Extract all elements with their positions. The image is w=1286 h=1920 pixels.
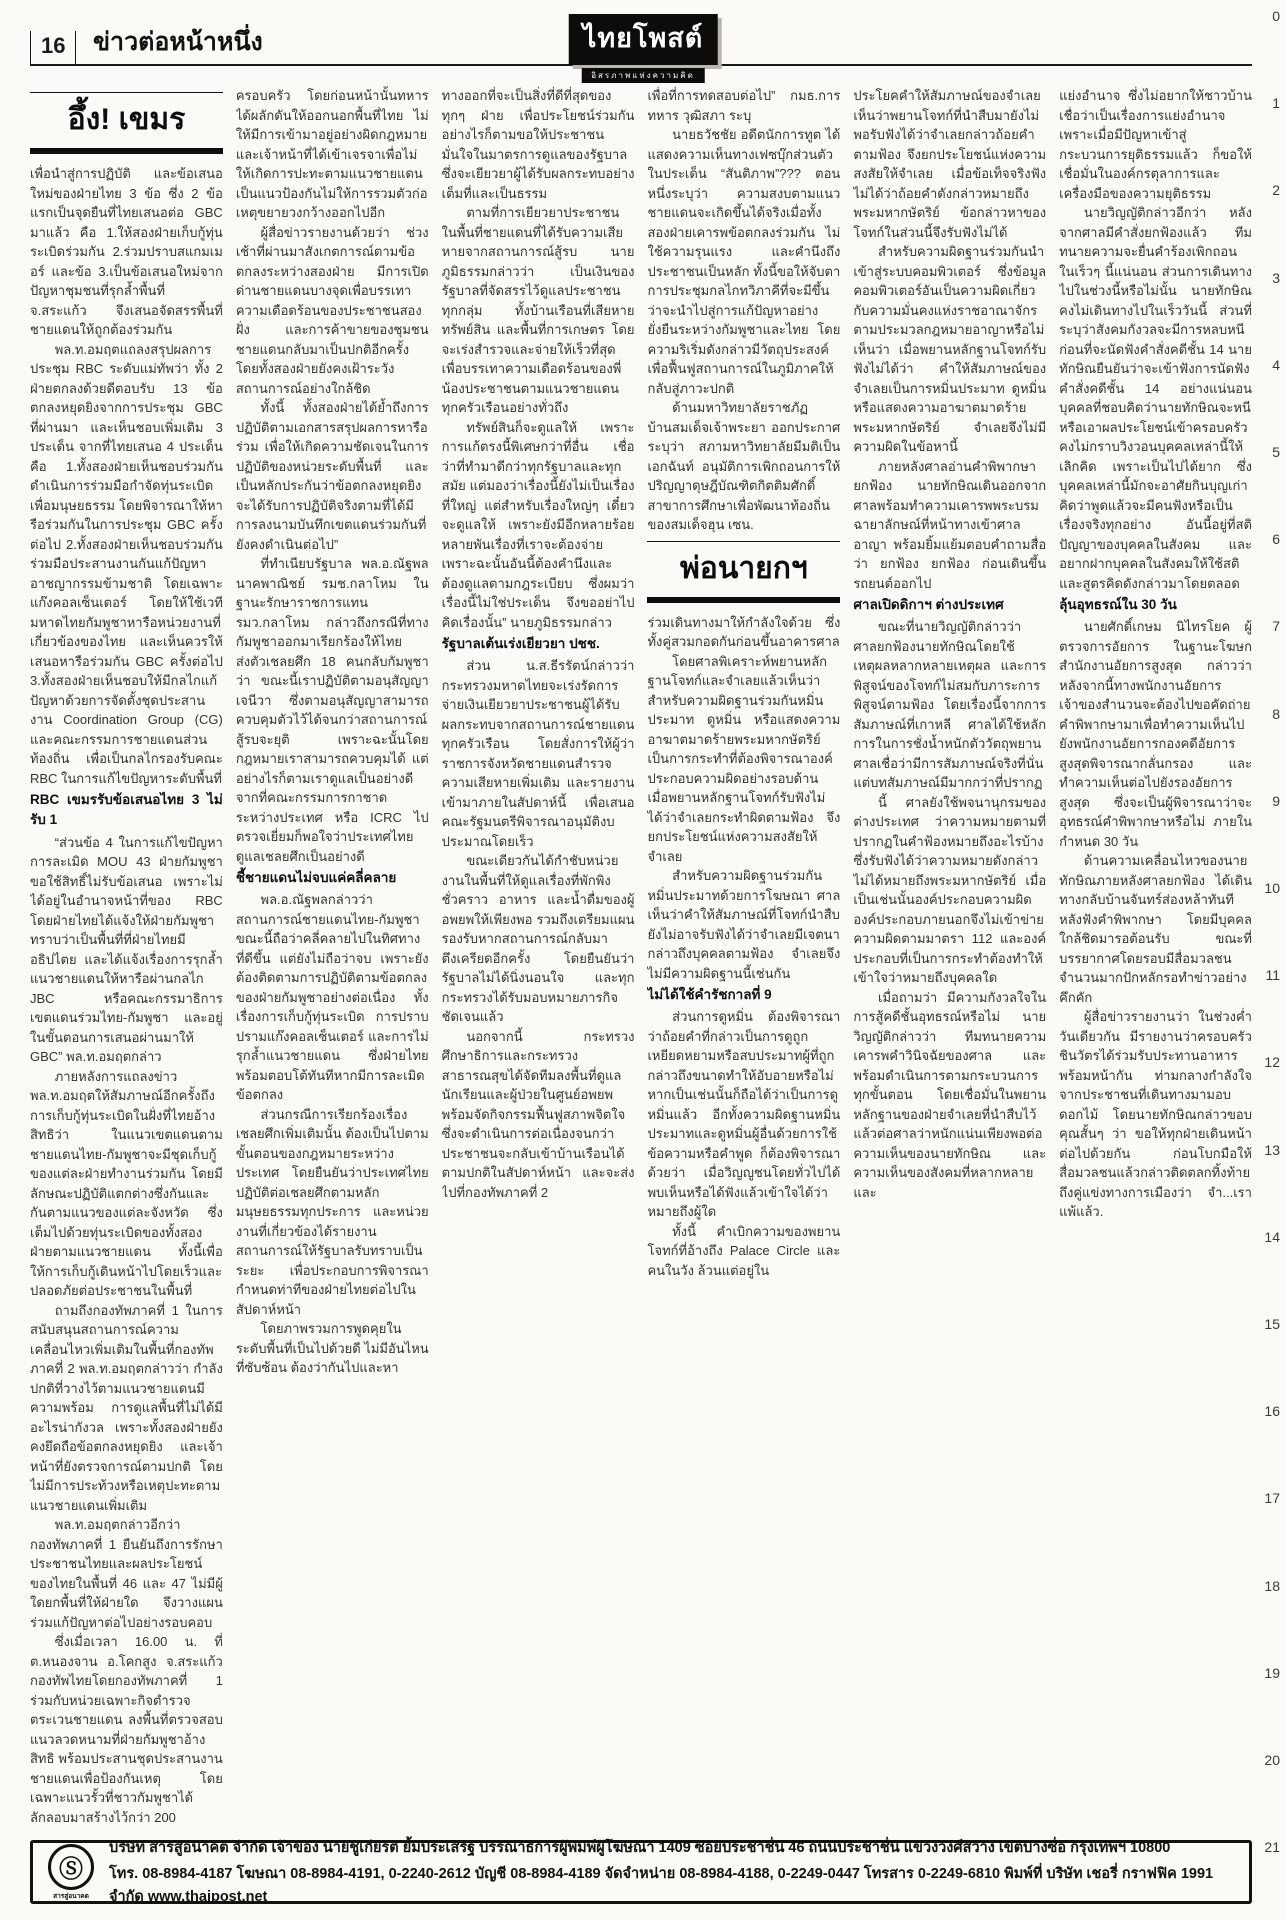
fold-mark-12: 12	[1264, 1054, 1280, 1071]
fold-mark-19: 19	[1264, 1664, 1280, 1681]
body-paragraph: ขณะที่นายวิญญัติกล่าวว่า ศาลยกฟ้องนายทักษิณโดยใช้เหตุผลหลากหลายเหตุผล และการพิสูจน์ของโจทก์ไม่สมกับภาระการพิสูจน์ตามฟ้อง โดยเรื่องนี้จากการสัมภาษณ์ที่เกาหลี ศาลได้ใช้หลักการในการชั่งน้ำหนักตัววัตถุพยาน ศาลเชื่อว่ามีการสัมภาษณ์จริงที่นั่น แต่บทสัมภาษณ์มีมากกว่าที่ปรากฏ	[853, 619, 1047, 791]
body-paragraph: นายวิญญัติกล่าวอีกว่า หลังจากศาลมีคำสั่งยกฟ้องแล้ว ทีมทนายความจะยื่นคำร้องเพิกถอนในเร็วๆ นี้แน่นอน ส่วนการเดินทางไปในช่วงนี้หรือไม่นั้น นายทักษิณคงไม่เดินทางไปในเร็ววันนี้ ส่วนที่ระบุว่าสังคมกังวลจะมีการหลบหนีก่อนที่จะนัดฟังคำสั่งคดีชั้น 14 นายทักษิณยืนยันว่าจะเข้าฟังการนัดฟังคำสั่งคดีชั้น 14 อย่างแน่นอน บุคคลที่ชอบคิดว่านายทักษิณจะหนี หรือเอาผลประโยชน์เข้าครอบครัว คงไม่กราบวิงวอนบุคคลเหล่านี้ให้เลิกคิด เพราะเป็นไปได้ยาก ซึ่งบุคคลเหล่านี้มักจะอาศัยกินบุญเก่า คิดว่าพูดแล้วจะมีคนฟังหรือเป็นเรื่องจริงทุกอย่าง อันนี้อยู่ที่สติปัญญาของบุคคลในสังคม และอยากฝากบุคคลในสังคมให้ใช้สติและสูตรคิดดังกล่าวมาโดยตลอด	[1059, 205, 1252, 591]
article-subhead: รัฐบาลเต้นเร่งเยียวยา ปชช.	[441, 636, 600, 651]
news-column-2	[236, 86, 429, 1826]
body-paragraph: โดยศาลพิเคราะห์พยานหลักฐานโจทก์และจำเลยแล้วเห็นว่า สำหรับความผิดฐานร่วมกันหมิ่นประมาท ดูหมิ่น หรือแสดงความอาฆาตมาดร้ายพระมหากษัตริย์ เป็นการกระทำที่ต้องพิจารณาองค์ประกอบความผิดอย่างรอบด้าน เมื่อพยานหลักฐานโจทก์รับฟังไม่ได้ว่าจำเลยกระทำผิดตามฟ้อง จึงยกประโยชน์แห่งความสงสัยให้จำเลย	[647, 653, 841, 864]
news-column-3	[442, 86, 635, 1826]
fold-mark-4: 4	[1272, 356, 1280, 373]
body-paragraph: ครอบครัว โดยก่อนหน้านั้นทหารได้ผลักดันให้ออกนอกพื้นที่ไทย ไม่ให้มีการเข้ามาอยู่อย่างผิดกฎหมาย และเจ้าหน้าที่ได้เข้าเจรจาเพื่อไม่ให้เกิดการปะทะตามแนวชายแดน เป็นแนวป้องกันไม่ให้การรวมตัวก่อเหตุขยายวงกว้างออกไปอีก	[235, 88, 429, 220]
body-paragraph: นี้ ศาลยังใช้พจนานุกรมของต่างประเทศ ว่าความหมายตามที่ปรากฏในคำฟ้องหมายถึงอะไรบ้าง ซึ่งรับฟังได้ว่าความหมายดังกล่าวไม่ได้หมายถึงพระมหากษัตริย์ เมื่อเป็นเช่นนั้นองค์ประกอบความผิด องค์ประกอบภายนอกจึงไม่เข้าข่ายความผิดตามมาตรา 112 และองค์ประกอบที่เป็นการกระทำต้องทำให้เข้าใจว่าหมายถึงบุคคลใด	[853, 794, 1047, 986]
body-paragraph: โดยภาพรวมการพูดคุยในระดับพื้นที่เป็นไปด้วยดี ไม่มีอันไหนที่ซับซ้อน ต้องว่ากันไปและหา	[235, 1321, 429, 1376]
body-paragraph: สำหรับความผิดฐานร่วมกันนำเข้าสู่ระบบคอมพิวเตอร์ ซึ่งข้อมูลคอมพิวเตอร์อันเป็นความผิดเกี่ยวกับความมั่นคงแห่งราชอาณาจักรตามประมวลกฎหมายอาญาหรือไม่ เห็นว่า เมื่อพยานหลักฐานโจทก์รับฟังไม่ได้ว่า คำให้สัมภาษณ์ของจำเลยเป็นการหมิ่นประมาท ดูหมิ่น หรือแสดงความอาฆาตมาดร้ายพระมหากษัตริย์ จำเลยจึงไม่มีความผิดในข้อหานี้	[853, 244, 1047, 454]
body-paragraph: ประโยคคำให้สัมภาษณ์ของจำเลย เห็นว่าพยานโจทก์ที่นำสืบมายังไม่พอรับฟังได้ว่าจำเลยกล่าวถ้อยคำตามฟ้อง จึงยกประโยชน์แห่งความสงสัยให้จำเลย เมื่อข้อเท็จจริงฟังไม่ได้ว่าถ้อยคำดังกล่าวหมายถึงพระมหากษัตริย์ ข้อกล่าวหาของโจทก์ในส่วนนี้จึงรับฟังไม่ได้	[853, 88, 1047, 240]
body-paragraph: ด้านความเคลื่อนไหวของนายทักษิณภายหลังศาลยกฟ้อง ได้เดินทางกลับบ้านจันทร์ส่องหล้าทันทีหลังฟังคำพิพากษา โดยมีบุคคลใกล้ชิดมารอต้อนรับ ขณะที่บรรยากาศโดยรอบมีสื่อมวลชนจำนวนมากปักหลักรอทำข่าวอย่างคึกคัก	[1059, 853, 1252, 1005]
body-paragraph: ส่วนการดูหมิ่น ต้องพิจารณาว่าถ้อยคำที่กล่าวเป็นการดูถูกเหยียดหยามหรือสบประมาทผู้ที่ถูกกล่าวถึงขนาดทำให้อับอายหรือไม่ หากเป็นเช่นนั้นก็ถือได้ว่าเป็นการดูหมิ่นแล้ว อีกทั้งความผิดฐานหมิ่นประมาทและดูหมิ่นผู้อื่นด้วยการใช้ข้อความหรือคำพูด ก็ต้องพิจารณาด้วยว่า เมื่อวิญญูชนโดยทั่วไปได้พบเห็นหรือได้ฟังแล้วเข้าใจได้ว่าหมายถึงผู้ใด	[647, 1009, 841, 1220]
body-paragraph: นายธวัชชัย อดีตนักการทูต ได้แสดงความเห็นทางเฟซบุ๊กส่วนตัวในประเด็น “สันติภาพ”??? ตอนหนึ่งระบุว่า ความสงบตามแนวชายแดนจะเกิดขึ้นได้จริงเมื่อทั้งสองฝ่ายเคารพข้อตกลงร่วมกัน ไม่ใช้ความรุนแรง และคำนึงถึงประชาชนเป็นหลัก ทั้งนี้ขอให้จับตาการประชุมกลไกทวิภาคีที่จะมีขึ้นว่าจะนำไปสู่การแก้ปัญหาอย่างยั่งยืนระหว่างกัมพูชาและไทย โดยความริเริ่มดังกล่าวมีวัตถุประสงค์เพื่อฟื้นฟูสถานการณ์ในภูมิภาคให้กลับสู่ภาวะปกติ	[647, 127, 841, 396]
newspaper-tagline: อิสรภาพแห่งความคิด	[581, 68, 705, 83]
body-paragraph: แย่งอำนาจ ซึ่งไม่อยากให้ชาวบ้านเชื่อว่าเป็นเรื่องการแย่งอำนาจ เพราะเมื่อมีปัญหาเข้าสู่กระบวนการยุติธรรมแล้ว ก็ขอให้เชื่อมั่นในองค์กรตุลาการและเครื่องมือของความยุติธรรม	[1059, 88, 1252, 201]
fold-mark-6: 6	[1272, 531, 1280, 548]
fold-mark-10: 10	[1264, 880, 1280, 896]
fold-mark-0: 0	[1272, 8, 1280, 24]
imprint-line1: บริษัท สารสู่อนาคต จำกัด เจ้าของ นายชูเกียรติ ยิ้มประเสริฐ บรรณาธิการผู้พิมพ์ผู้โฆษณา 1409 ซอยประชาชื่น 46 ถนนประชาชื่น แขวงวงศ์สว่าง เขตบางซื่อ กรุงเทพฯ 10800	[109, 1840, 1171, 1856]
article-headline: อึ้ง! เขมร	[30, 92, 223, 154]
body-paragraph: ส่วน น.ส.ธีรรัตน์กล่าวว่า กระทรวงมหาดไทยจะเร่งรัดการจ่ายเงินเยียวยาประชาชนผู้ได้รับผลกระทบจากสถานการณ์ชายแดนทุกครัวเรือน โดยสั่งการให้ผู้ว่าราชการจังหวัดชายแดนสำรวจความเสียหายเพิ่มเติม และรายงานเข้ามาภายในสัปดาห์นี้ เพื่อเสนอคณะรัฐมนตรีพิจารณาอนุมัติงบประมาณโดยเร็ว	[441, 658, 635, 849]
body-paragraph: ถามถึงกองทัพภาคที่ 1 ในการสนับสนุนสถานการณ์ความเคลื่อนไหวเพิ่มเติมในพื้นที่กองทัพภาคที่ 2 พล.ท.อมฤตกล่าวว่า กำลังปกติที่วางไว้ตามแนวชายแดนมีความพร้อม การดูแลพื้นที่ไม่ได้มีอะไรน่ากังวล เพราะทั้งสองฝ่ายยังคงยึดถือข้อตกลงหยุดยิง และเจ้าหน้าที่ยังตรวจการณ์ตามปกติ โดยไม่มีการประท้วงหรือเหตุปะทะตามแนวชายแดนเพิ่มเติม	[30, 1302, 223, 1513]
body-paragraph: ด้านมหาวิทยาลัยราชภัฏบ้านสมเด็จเจ้าพระยา ออกประกาศระบุว่า สภามหาวิทยาลัยมีมติเป็นเอกฉันท์ อนุมัติการเพิกถอนการให้ปริญญาดุษฎีบัณฑิตกิตติมศักดิ์ สาขาการศึกษาเพื่อพัฒนาท้องถิ่น ของสมเด็จฮุน เซน.	[647, 400, 841, 532]
article-columns	[30, 86, 1252, 1826]
body-paragraph: ตามที่การเยียวยาประชาชนในพื้นที่ชายแดนที่ได้รับความเสียหายจากสถานการณ์สู้รบ นายภูมิธรรมกล่าวว่า เป็นเงินของรัฐบาลที่จัดสรรไว้ดูแลประชาชนทุกกลุ่ม ทั้งบ้านเรือนที่เสียหาย ทรัพย์สิน และพื้นที่การเกษตร โดยจะเร่งสำรวจและจ่ายให้เร็วที่สุด เพื่อบรรเทาความเดือดร้อนของพี่น้องประชาชนตามแนวชายแดนทุกครัวเรือนอย่างทั่วถึง	[441, 205, 635, 415]
imprint-text	[109, 1836, 1235, 1908]
article-subhead: RBC เขมรรับข้อเสนอไทย 3 ไม่รับ 1	[30, 792, 223, 828]
body-paragraph: ภายหลังศาลอ่านคำพิพากษายกฟ้อง นายทักษิณเดินออกจากศาลพร้อมทำความเคารพพระบรมฉายาลักษณ์ที่หน้าทางเข้าศาลอาญา พร้อมยิ้มแย้มตอบคำถามสื่อว่า ยกฟ้อง ยกฟ้อง ก่อนเดินขึ้นรถยนต์ออกไป	[853, 458, 1047, 591]
article-subhead: ศาลเปิดดิกาฯ ต่างประเทศ	[853, 597, 1004, 612]
body-paragraph: สำหรับความผิดฐานร่วมกันหมิ่นประมาทด้วยการโฆษณา ศาลเห็นว่าคำให้สัมภาษณ์ที่โจทก์นำสืบยังไม่อาจรับฟังได้ว่าจำเลยมีเจตนากล่าวถึงบุคคลตามฟ้อง จำเลยจึงไม่มีความผิดฐานนี้เช่นกัน	[647, 868, 841, 981]
body-paragraph: “ส่วนข้อ 4 ในการแก้ไขปัญหาการละเมิด MOU 43 ฝ่ายกัมพูชาขอใช้สิทธิ์ไม่รับข้อเสนอ เพราะไม่ได้อยู่ในอำนาจหน้าที่ของ RBC โดยฝ่ายไทยได้แจ้งให้ฝ่ายกัมพูชาทราบว่าเป็นพื้นที่ที่ฝ่ายไทยมีอธิปไตย และได้แจ้งเรื่องการรุกล้ำแนวชายแดนให้หารือผ่านกลไก JBC หรือคณะกรรมาธิการเขตแดนร่วมไทย-กัมพูชา และอยู่ในขั้นตอนการเสนอผ่านมาให้ GBC” พล.ท.อมฤตกล่าว	[30, 834, 223, 1064]
fold-mark-8: 8	[1272, 705, 1280, 722]
fold-mark-11: 11	[1265, 967, 1280, 984]
fold-mark-2: 2	[1272, 182, 1280, 199]
body-paragraph: ส่วนกรณีการเรียกร้องเรื่องเชลยศึกเพิ่มเติมนั้น ต้องเป็นไปตามขั้นตอนของกฎหมายระหว่างประเทศ โดยยืนยันว่าประเทศไทยปฏิบัติต่อเชลยศึกตามหลักมนุษยธรรมทุกประการ และหน่วยงานที่เกี่ยวข้องได้รายงานสถานการณ์ให้รัฐบาลรับทราบเป็นระยะ เพื่อประกอบการพิจารณากำหนดท่าทีของฝ่ายไทยต่อไปในสัปดาห์หน้า	[235, 1106, 429, 1317]
fold-mark-1: 1	[1272, 95, 1280, 112]
body-paragraph: พล.อ.ณัฐพลกล่าวว่า สถานการณ์ชายแดนไทย-กัมพูชาขณะนี้ถือว่าคลี่คลายไปในทิศทางที่ดีขึ้น แต่ยังไม่ถือว่าจบ เพราะยังต้องติดตามการปฏิบัติตามข้อตกลงของฝ่ายกัมพูชาอย่างต่อเนื่อง ทั้งเรื่องการเก็บกู้ทุ่นระเบิด การปราบปรามแก๊งคอลเซ็นเตอร์ และการไม่รุกล้ำแนวชายแดน ซึ่งฝ่ายไทยพร้อมตอบโต้ทันทีหากมีการละเมิดข้อตกลง	[235, 892, 429, 1103]
news-column-6	[1059, 86, 1252, 1826]
fold-mark-15: 15	[1264, 1316, 1280, 1332]
body-paragraph: ผู้สื่อข่าวรายงานว่า ในช่วงค่ำวันเดียวกัน มีรายงานว่าครอบครัวชินวัตรได้ร่วมรับประทานอาหารพร้อมหน้ากัน ท่ามกลางกำลังใจจากประชาชนที่เดินทางมามอบดอกไม้ โดยนายทักษิณกล่าวขอบคุณสั้นๆ ว่า ขอให้ทุกฝ่ายเดินหน้าต่อไปด้วยกัน ก่อนโบกมือให้สื่อมวลชนแล้วกล่าวติดตลกทิ้งท้ายถึงคู่แข่งทางการเมืองว่า จำ...เราแพ้แล้ว.	[1059, 1009, 1252, 1220]
article-headline: พ่อนายกฯ	[647, 541, 840, 603]
body-paragraph: ร่วมเดินทางมาให้กำลังใจด้วย ซึ่งทั้งคู่สวมกอดกันก่อนขึ้นอาคารศาล	[647, 614, 841, 649]
fold-mark-16: 16	[1264, 1403, 1280, 1420]
body-paragraph: เพื่อนำสู่การปฏิบัติ และข้อเสนอใหม่ของฝ่ายไทย 3 ข้อ ซึ่ง 2 ข้อแรกเป็นจุดยืนที่ไทยเสนอต่อ GBC มาแล้ว คือ 1.ให้สองฝ่ายเก็บกู้ทุ่นระเบิดร่วมกัน 2.ร่วมปราบสแกมเมอร์ และข้อ 3.เป็นข้อเสนอใหม่จากปัญหาชุมชนที่รุกล้ำพื้นที่ จ.สระแก้ว จึงเสนอจัดสรรพื้นที่ชายแดนให้ถูกต้องร่วมกัน	[30, 166, 223, 337]
body-paragraph: พล.ท.อมฤตกล่าวอีกว่า กองทัพภาคที่ 1 ยืนยันถึงการรักษาประชาชนไทยและผลประโยชน์ของไทยในพื้นที่ 46 และ 47 ไม่มีผู้ใดยกพื้นที่ให้ฝ่ายใด จึงวางแผนร่วมแก้ปัญหาต่อไปอย่างรอบคอบ	[30, 1517, 223, 1630]
body-paragraph: เพื่อที่การทดสอบต่อไป” กมธ.การทหาร วุฒิสภา ระบุ	[647, 88, 841, 123]
article-subhead: ชี้ชายแดนไม่จบแค่คลี่คลาย	[235, 870, 397, 885]
body-paragraph: นายศักดิ์เกษม นิไทรโยค ผู้ตรวจการอัยการ ในฐานะโฆษกสำนักงานอัยการสูงสุด กล่าวว่า หลังจากนี้ทางพนักงานอัยการเจ้าของสำนวนจะต้องไปขอคัดถ่ายคำพิพากษามาเพื่อทำความเห็นไปยังพนักงานอัยการกองคดีอัยการสูงสุดพิจารณากลั่นกรอง และทำความเห็นต่อไปยังรองอัยการสูงสุด ซึ่งจะเป็นผู้พิจารณาว่าจะอุทธรณ์คำพิพากษาหรือไม่ ภายในกำหนด 30 วัน	[1059, 619, 1252, 849]
margin-fold-marks	[1262, 0, 1284, 1920]
publisher-logo	[47, 1844, 95, 1901]
imprint-box	[30, 1840, 1252, 1904]
fold-mark-13: 13	[1264, 1141, 1280, 1158]
body-paragraph: พล.ท.อมฤตแถลงสรุปผลการประชุม RBC ระดับแม่ทัพว่า ทั้ง 2 ฝ่ายตกลงด้วยดีตอบรับ 13 ข้อตกลงหยุดยิงจากการประชุม GBC ที่ผ่านมา และเห็นชอบเพิ่มเติม 3 ประเด็น จากที่ไทยเสนอ 4 ประเด็น คือ 1.ทั้งสองฝ่ายเห็นชอบร่วมกันดำเนินการร่วมมือกำจัดทุ่นระเบิดเพื่อมนุษยธรรม โดยพิจารณาให้หารือร่วมกันในการประชุม GBC ครั้งต่อไป 2.ทั้งสองฝ่ายเห็นชอบร่วมกันร่วมมือประสานงานกันแก้ปัญหาอาชญากรรมข้ามชาติ โดยเฉพาะแก๊งคอลเซ็นเตอร์ โดยให้ใช้เวทีมหาดไทยกัมพูชาหารือหน่วยงานที่เกี่ยวข้องของไทย และเห็นควรให้เสนอหารือร่วมกัน GBC ครั้งต่อไป 3.ทั้งสองฝ่ายเห็นชอบให้มีกลไกแก้ปัญหาด้วยการจัดตั้งชุดประสานงาน Coordination Group (CG) และคณะกรรมการชายแดนส่วนท้องถิ่น เพื่อเป็นกลไกรองรับคณะ RBC ในการแก้ไขปัญหาระดับพื้นที่	[30, 341, 223, 786]
news-column-1	[30, 86, 223, 1826]
body-paragraph: ภายหลังการแถลงข่าว พล.ท.อมฤตให้สัมภาษณ์อีกครั้งถึงการเก็บกู้ทุ่นระเบิดในฝั่งที่ไทยอ้างสิทธิว่า ในแนวเขตแดนตามชายแดนไทย-กัมพูชาจะมีชุดเก็บกู้ของแต่ละฝ่ายทำงานร่วมกัน โดยมีลักษณะปฏิบัติแตกต่างซึ่งกันและกันตามแนวของแต่ละจังหวัด ซึ่งเต็มไปด้วยทุ่นระเบิดของทั้งสองฝ่ายตามแนวชายแดน ทั้งนี้เพื่อให้การเก็บกู้เดินหน้าไปโดยเร็วและปลอดภัยต่อประชาชนในพื้นที่	[30, 1068, 223, 1298]
news-column-5	[853, 86, 1046, 1826]
fold-mark-14: 14	[1264, 1228, 1280, 1245]
imprint-line2: โทร. 08-8984-4187 โฆษณา 08-8984-4191, 0-2240-2612 บัญชี 08-8984-4189 จัดจำหน่าย 08-8984-4188, 0-2249-0447 โทรสาร 0-2249-6810 พิมพ์ที่ บริษัท เชอรี่ กราฟฟิค 1991 จำกัด www.thaipost.net	[109, 1866, 1214, 1905]
body-paragraph: ที่ทำเนียบรัฐบาล พล.อ.ณัฐพล นาคพาณิชย์ รมช.กลาโหม ในฐานะรักษาราชการแทน รมว.กลาโหม กล่าวถึงกรณีที่ทางกัมพูชาออกมาเรียกร้องให้ไทยส่งตัวเชลยศึก 18 คนกลับกัมพูชาว่า ขณะนี้เราปฏิบัติตามอนุสัญญาเจนีวา ซึ่งตามอนุสัญญาสามารถควบคุมตัวไว้ได้จนกว่าสถานการณ์สู้รบจะยุติ เพราะฉะนั้นโดยกฎหมายเราสามารถควบคุมได้ แต่อย่างไรก็ตามเราดูแลเป็นอย่างดี จากที่คณะกรรมการกาชาดระหว่างประเทศ หรือ ICRC ไปตรวจเยี่ยมก็พอใจว่าประเทศไทยดูแลเชลยศึกเป็นอย่างดี	[235, 556, 429, 864]
article-subhead: ไม่ได้ใช้คำรัชกาลที่ 9	[647, 987, 772, 1002]
body-paragraph: นอกจากนี้ กระทรวงศึกษาธิการและกระทรวงสาธารณสุขได้จัดทีมลงพื้นที่ดูแลนักเรียนและผู้ป่วยในศูนย์อพยพ พร้อมจัดกิจกรรมฟื้นฟูสภาพจิตใจ ซึ่งจะดำเนินการต่อเนื่องจนกว่าประชาชนจะกลับเข้าบ้านเรือนได้ตามปกติในสัปดาห์หน้า และจะส่งไปที่กองทัพภาคที่ 2	[441, 1028, 635, 1200]
body-paragraph: ทั้งนี้ คำเบิกความของพยานโจทก์ที่อ้างถึง Palace Circle และคนในวัง ล้วนแต่อยู่ใน	[647, 1223, 841, 1278]
fold-mark-3: 3	[1272, 269, 1280, 286]
publisher-logo-caption: สารสู่อนาคต	[53, 1892, 89, 1900]
fold-mark-7: 7	[1272, 618, 1280, 635]
fold-mark-21: 21	[1264, 1839, 1280, 1856]
article-subhead: ลุ้นอุทธรณ์ใน 30 วัน	[1059, 597, 1177, 612]
body-paragraph: ผู้สื่อข่าวรายงานด้วยว่า ช่วงเช้าที่ผ่านมาสังเกตการณ์ตามข้อตกลงระหว่างสองฝ่าย มีการเปิดด่านชายแดนบางจุดเพื่อบรรเทาความเดือดร้อนของประชาชนสองฝั่ง และการค้าขายของชุมชนชายแดนกลับมาเป็นปกติอีกครั้ง โดยทั้งสองฝ่ายยังคงเฝ้าระวังสถานการณ์อย่างใกล้ชิด	[235, 224, 429, 396]
fold-mark-9: 9	[1272, 792, 1280, 809]
news-column-4	[647, 86, 840, 1826]
fold-mark-18: 18	[1264, 1577, 1280, 1594]
body-paragraph: เมื่อถามว่า มีความกังวลใจในการสู้คดีชั้นอุทธรณ์หรือไม่ นายวิญญัติกล่าวว่า ทีมทนายความเคารพคำวินิจฉัยของศาล และพร้อมดำเนินการตามกระบวนการทุกขั้นตอน โดยเชื่อมั่นในพยานหลักฐานของฝ่ายจำเลยที่นำสืบไว้แล้วต่อศาลว่าหนักแน่นเพียงพอต่อความเห็นของนายทักษิณ และความเห็นของสังคมที่หลากหลายและ	[853, 989, 1047, 1200]
fold-mark-5: 5	[1272, 444, 1280, 460]
body-paragraph: ซึ่งเมื่อเวลา 16.00 น. ที่ ต.หนองจาน อ.โคกสูง จ.สระแก้ว กองทัพไทยโดยกองทัพภาคที่ 1 ร่วมกับหน่วยเฉพาะกิจตำรวจตระเวนชายแดน ลงพื้นที่ตรวจสอบแนวลวดหนามที่ฝ่ายกัมพูชาอ้างสิทธิ พร้อมประสานชุดประสานงานชายแดนเพื่อป้องกันเหตุ โดยเฉพาะแนวรั้วที่ชาวกัมพูชาได้ลักลอบมาสร้างไว้กว่า 200	[30, 1634, 223, 1825]
section-title: ข่าวต่อหน้าหนึ่ง	[92, 28, 263, 56]
fold-mark-17: 17	[1264, 1490, 1280, 1507]
body-paragraph: ทั้งนี้ ทั้งสองฝ่ายได้ย้ำถึงการปฏิบัติตามเอกสารสรุปผลการหารือร่วม เพื่อให้เกิดความชัดเจนในการปฏิบัติของหน่วยระดับพื้นที่ และเป็นหลักประกันว่าข้อตกลงหยุดยิงจะได้รับการปฏิบัติจริงตามที่ได้มีการลงนามบันทึกเขตแดนร่วมกันที่ยังคงดำเนินต่อไป”	[235, 400, 429, 552]
body-paragraph: ขณะเดียวกันได้กำชับหน่วยงานในพื้นที่ให้ดูแลเรื่องที่พักพิงชั่วคราว อาหาร และน้ำดื่มของผู้อพยพให้เพียงพอ รวมถึงเตรียมแผนรองรับหากสถานการณ์กลับมาตึงเครียดอีกครั้ง โดยยืนยันว่ารัฐบาลไม่ได้นิ่งนอนใจ และทุกกระทรวงได้รับมอบหมายภารกิจชัดเจนแล้ว	[441, 853, 635, 1025]
fold-mark-20: 20	[1264, 1752, 1280, 1768]
publisher-logo-icon: Ⓢ	[48, 1844, 94, 1890]
page-number: 16	[30, 31, 76, 66]
newspaper-logo: ไทยโพสต์	[569, 14, 718, 65]
body-paragraph: ทางออกที่จะเป็นสิ่งที่ดีที่สุดของทุกๆ ฝ่าย เพื่อประโยชน์ร่วมกัน อย่างไรก็ตามขอให้ประชาชนมั่นใจในมาตรการดูแลของรัฐบาล ซึ่งจะเยียวยาผู้ได้รับผลกระทบอย่างเต็มที่และเป็นธรรม	[441, 88, 635, 201]
body-paragraph: ทรัพย์สินก็จะดูแลให้ เพราะการแก้ตรงนี้พิเศษกว่าที่อื่น เชื่อว่าที่ทำมาดีกว่าทุกรัฐบาลและทุกสมัย แต่มองว่าเรื่องนี้ยังไม่เป็นเรื่องที่ใหญ่ แต่สำหรับเรื่องใหญ่ๆ เดี๋ยวจะดูแลให้ เพราะยังมีอีกหลายร้อยหลายพันเรื่องที่เราจะต้องจ่าย เพราะฉะนั้นอันนี้ต้องคำนึงและต้องดูแลตามกฎระเบียบ ซึ่งผมว่าเรื่องนี้ไม่ใช่ประเด็น จึงขออย่าไปคิดเรื่องนั้น” นายภูมิธรรมกล่าว	[441, 419, 635, 630]
masthead	[569, 14, 718, 83]
